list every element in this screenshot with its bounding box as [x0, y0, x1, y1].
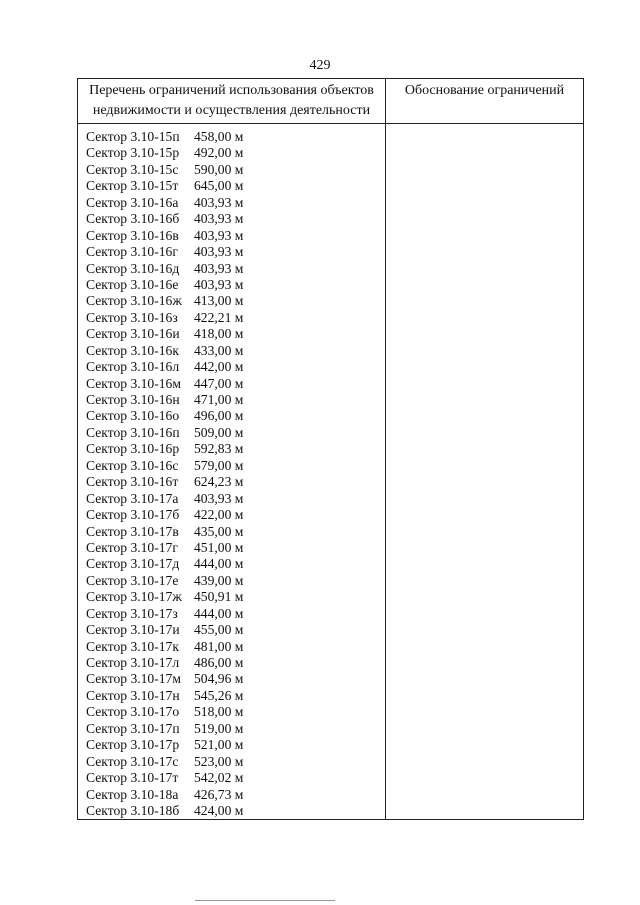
table-row	[86, 162, 385, 178]
sector-distance: 403,93 м	[194, 227, 244, 243]
table-row	[86, 359, 385, 375]
table-row	[86, 343, 385, 359]
sector-name: Сектор 3.10-16о	[86, 408, 180, 424]
table-row	[86, 524, 385, 540]
sector-name: Сектор 3.10-17о	[86, 704, 180, 720]
sector-distance: 422,00 м	[194, 507, 244, 523]
sector-distance: 424,00 м	[194, 802, 244, 818]
table-row	[86, 145, 385, 161]
sector-distance: 645,00 м	[194, 178, 244, 194]
sector-name: Сектор 3.10-17т	[86, 770, 179, 786]
table-row	[86, 540, 385, 556]
table-row	[86, 507, 385, 523]
sector-name: Сектор 3.10-16а	[86, 194, 179, 210]
sector-name: Сектор 3.10-17б	[86, 507, 180, 523]
sector-distance: 403,93 м	[194, 490, 244, 506]
sector-name: Сектор 3.10-17г	[86, 539, 178, 555]
sector-name: Сектор 3.10-17н	[86, 687, 180, 703]
table-row	[86, 688, 385, 704]
sector-name: Сектор 3.10-17в	[86, 523, 179, 539]
sector-name: Сектор 3.10-15с	[86, 161, 179, 177]
sector-name: Сектор 3.10-16г	[86, 244, 178, 260]
table-row	[86, 704, 385, 720]
restrictions-table	[77, 78, 584, 820]
sector-name: Сектор 3.10-16д	[86, 260, 180, 276]
sector-name: Сектор 3.10-17а	[86, 490, 179, 506]
sector-name: Сектор 3.10-15т	[86, 178, 179, 194]
sector-distance: 451,00 м	[194, 539, 244, 555]
sector-name: Сектор 3.10-18а	[86, 786, 179, 802]
table-body-row	[78, 124, 584, 820]
table-row	[86, 589, 385, 605]
sector-distance: 403,93 м	[194, 211, 244, 227]
sector-list	[78, 124, 385, 819]
table-row	[86, 178, 385, 194]
table-row	[86, 556, 385, 572]
table-row	[86, 639, 385, 655]
sector-name: Сектор 3.10-16р	[86, 441, 180, 457]
sector-distance: 486,00 м	[194, 655, 244, 670]
sector-distance: 403,93 м	[194, 260, 244, 276]
sector-name: Сектор 3.10-17к	[86, 638, 179, 654]
sector-name: Сектор 3.10-16н	[86, 392, 180, 407]
sector-distance: 435,00 м	[194, 523, 244, 539]
table-row	[86, 754, 385, 770]
table-row	[86, 293, 385, 309]
sector-name: Сектор 3.10-16с	[86, 457, 179, 473]
sector-distance: 444,00 м	[194, 605, 244, 621]
sector-name: Сектор 3.10-16з	[86, 309, 178, 325]
sector-distance: 504,96 м	[194, 671, 244, 687]
sector-name: Сектор 3.10-16ж	[86, 293, 182, 309]
sector-name: Сектор 3.10-16и	[86, 326, 180, 342]
scan-edge-mark	[195, 900, 335, 901]
table-row	[86, 195, 385, 211]
table-row	[86, 770, 385, 786]
sector-distance: 403,93 м	[194, 244, 244, 260]
table-row	[86, 277, 385, 293]
table-row	[86, 655, 385, 671]
table-row	[86, 671, 385, 687]
sector-name: Сектор 3.10-16л	[86, 359, 180, 375]
sector-distance: 545,26 м	[194, 687, 244, 703]
sector-distance: 458,00 м	[194, 129, 244, 144]
sector-distance: 481,00 м	[194, 638, 244, 654]
table-row	[86, 737, 385, 753]
sector-distance: 447,00 м	[194, 375, 244, 391]
sector-name: Сектор 3.10-17л	[86, 655, 180, 670]
table-row	[86, 392, 385, 408]
justification-cell	[386, 124, 584, 820]
table-row	[86, 129, 385, 145]
sector-distance: 579,00 м	[194, 457, 244, 473]
sector-distance: 403,93 м	[194, 276, 244, 292]
table-row	[86, 228, 385, 244]
sector-distance: 592,83 м	[194, 441, 244, 457]
sector-distance: 433,00 м	[194, 342, 244, 358]
table-row	[86, 376, 385, 392]
sector-distance: 624,23 м	[194, 474, 244, 490]
sector-name: Сектор 3.10-18б	[86, 802, 180, 818]
sector-name: Сектор 3.10-16в	[86, 227, 179, 243]
table-row	[86, 425, 385, 441]
header-justification: Обоснование ограничений	[386, 79, 584, 124]
table-row	[86, 803, 385, 819]
table-row	[86, 474, 385, 490]
sector-distance: 455,00 м	[194, 622, 244, 638]
sector-distance: 492,00 м	[194, 145, 244, 161]
table-row	[86, 458, 385, 474]
sector-name: Сектор 3.10-17е	[86, 572, 179, 588]
sector-name: Сектор 3.10-16е	[86, 276, 179, 292]
sector-distance: 418,00 м	[194, 326, 244, 342]
sector-distance: 450,91 м	[194, 589, 244, 605]
sector-name: Сектор 3.10-16к	[86, 342, 179, 358]
sector-list-cell	[78, 124, 386, 820]
sector-name: Сектор 3.10-17и	[86, 622, 180, 638]
table-row	[86, 787, 385, 803]
table-row	[86, 606, 385, 622]
sector-distance: 542,02 м	[194, 770, 244, 786]
sector-name: Сектор 3.10-17р	[86, 737, 180, 753]
table-row	[86, 721, 385, 737]
sector-distance: 471,00 м	[194, 392, 244, 407]
table-row	[86, 573, 385, 589]
table-header-row	[78, 79, 584, 124]
sector-name: Сектор 3.10-15п	[86, 129, 180, 144]
sector-distance: 403,93 м	[194, 194, 244, 210]
sector-distance: 426,73 м	[194, 786, 244, 802]
sector-name: Сектор 3.10-17д	[86, 556, 180, 572]
table-row	[86, 326, 385, 342]
sector-name: Сектор 3.10-17ж	[86, 589, 182, 605]
sector-distance: 413,00 м	[194, 293, 244, 309]
table-row	[86, 244, 385, 260]
sector-distance: 590,00 м	[194, 161, 244, 177]
sector-distance: 523,00 м	[194, 753, 244, 769]
table-row	[86, 310, 385, 326]
table-row	[86, 441, 385, 457]
page-number: 429	[309, 58, 331, 73]
sector-distance: 519,00 м	[194, 720, 244, 736]
sector-distance: 439,00 м	[194, 572, 244, 588]
header-restrictions-list: Перечень ограничений использования объектов недвижимости и осуществления деятельности	[78, 79, 386, 124]
sector-name: Сектор 3.10-17м	[86, 671, 181, 687]
sector-name: Сектор 3.10-17з	[86, 605, 178, 621]
sector-distance: 509,00 м	[194, 424, 244, 440]
sector-distance: 444,00 м	[194, 556, 244, 572]
table-row	[86, 261, 385, 277]
sector-name: Сектор 3.10-16п	[86, 424, 180, 440]
table-row	[86, 211, 385, 227]
sector-distance: 496,00 м	[194, 408, 244, 424]
table-row	[86, 622, 385, 638]
sector-name: Сектор 3.10-16т	[86, 474, 179, 490]
sector-name: Сектор 3.10-16б	[86, 211, 180, 227]
sector-distance: 442,00 м	[194, 359, 244, 375]
sector-distance: 422,21 м	[194, 309, 244, 325]
sector-distance: 518,00 м	[194, 704, 244, 720]
sector-name: Сектор 3.10-17с	[86, 753, 179, 769]
sector-distance: 521,00 м	[194, 737, 244, 753]
table-row	[86, 491, 385, 507]
table-row	[86, 408, 385, 424]
sector-name: Сектор 3.10-15р	[86, 145, 180, 161]
sector-name: Сектор 3.10-16м	[86, 375, 181, 391]
sector-name: Сектор 3.10-17п	[86, 720, 180, 736]
